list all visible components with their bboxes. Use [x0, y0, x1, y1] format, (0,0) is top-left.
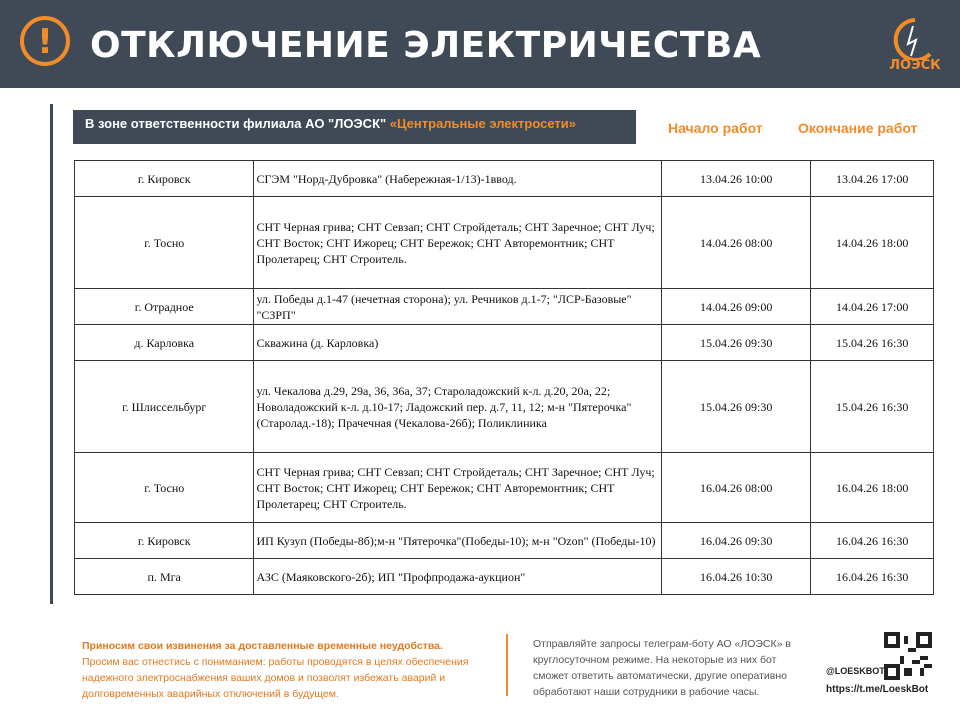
outage-table — [74, 160, 934, 595]
start-cell: 16.04.26 09:30 — [661, 523, 810, 559]
end-cell: 13.04.26 17:00 — [811, 161, 934, 197]
start-cell: 16.04.26 08:00 — [661, 453, 810, 523]
column-end-title: Окончание работ — [798, 120, 918, 136]
lightning-icon — [886, 16, 944, 60]
warning-icon — [20, 16, 70, 66]
start-cell: 14.04.26 09:00 — [661, 289, 810, 325]
objects-cell: АЗС (Маяковского-2б); ИП "Профпродажа-аукцион" — [254, 559, 662, 595]
start-cell: 15.04.26 09:30 — [661, 325, 810, 361]
request-text: Просим вас отнестись с пониманием: работы проводятся в целях обеспечения надежного электроснабжения ваших домов и позволят избежать аварий и долговременных аварийных отключений в будущем. — [82, 656, 469, 700]
table-row — [75, 361, 934, 453]
end-cell: 14.04.26 17:00 — [811, 289, 934, 325]
page-header — [0, 0, 960, 88]
location-cell: г. Кировск — [75, 523, 254, 559]
telegram-handle: @LOESKBOT — [826, 666, 885, 676]
end-cell: 15.04.26 16:30 — [811, 325, 934, 361]
location-cell: г. Кировск — [75, 161, 254, 197]
zone-label: В зоне ответственности филиала АО "ЛОЭСК" — [85, 116, 387, 131]
location-cell: д. Карловка — [75, 325, 254, 361]
column-start-title: Начало работ — [668, 120, 763, 136]
table-row — [75, 559, 934, 595]
accent-line — [50, 104, 53, 604]
objects-cell: СНТ Черная грива; СНТ Севзап; СНТ Стройдеталь; СНТ Заречное; СНТ Луч; СНТ Восток; СНТ Ижорец; СНТ Бережок; СНТ Авторемонтник; СНТ Пролетарец; СНТ Строитель. — [254, 453, 662, 523]
start-cell: 16.04.26 10:30 — [661, 559, 810, 595]
start-cell: 15.04.26 09:30 — [661, 361, 810, 453]
end-cell: 16.04.26 16:30 — [811, 523, 934, 559]
logo-text: ЛОЭСК — [889, 58, 941, 73]
objects-cell: ИП Кузуп (Победы-8б);м-н "Пятерочка"(Победы-10); м-н "Ozon" (Победы-10) — [254, 523, 662, 559]
table-row — [75, 289, 934, 325]
apology-block — [82, 638, 492, 702]
end-cell: 16.04.26 16:30 — [811, 559, 934, 595]
table-row — [75, 197, 934, 289]
telegram-link[interactable]: https://t.me/LoeskBot — [826, 684, 929, 695]
table-row — [75, 453, 934, 523]
page-title: ОТКЛЮЧЕНИЕ ЭЛЕКТРИЧЕСТВА — [90, 25, 762, 66]
company-logo — [886, 16, 944, 76]
warning-symbol: ! — [37, 22, 53, 62]
apology-text: Приносим свои извинения за доставленные временные неудобства. — [82, 640, 443, 652]
location-cell: п. Мга — [75, 559, 254, 595]
bot-info-text: Отправляйте запросы телеграм-боту АО «ЛОЭСК» в круглосуточном режиме. На некоторые из них бот сможет ответить автоматически, другие оперативно обработают наши сотрудники в рабочие часы. — [533, 638, 791, 698]
objects-cell: ул. Победы д.1-47 (нечетная сторона); ул. Речников д.1-7; "ЛСР-Базовые" "СЗРП" — [254, 289, 662, 325]
start-cell: 13.04.26 10:00 — [661, 161, 810, 197]
location-cell: г. Тосно — [75, 197, 254, 289]
table-row — [75, 523, 934, 559]
zone-branch: «Центральные электросети» — [389, 116, 576, 131]
location-cell: г. Отрадное — [75, 289, 254, 325]
objects-cell: СНТ Черная грива; СНТ Севзап; СНТ Стройдеталь; СНТ Заречное; СНТ Луч; СНТ Восток; СНТ Ижорец; СНТ Бережок; СНТ Авторемонтник; СНТ Пролетарец; СНТ Строитель. — [254, 197, 662, 289]
qr-code-icon[interactable] — [884, 632, 932, 680]
start-cell: 14.04.26 08:00 — [661, 197, 810, 289]
objects-cell: Скважина (д. Карловка) — [254, 325, 662, 361]
location-cell: г. Шлиссельбург — [75, 361, 254, 453]
footer-divider — [506, 634, 508, 696]
table-row — [75, 161, 934, 197]
objects-cell: СГЭМ "Норд-Дубровка" (Набережная-1/13)-1ввод. — [254, 161, 662, 197]
end-cell: 14.04.26 18:00 — [811, 197, 934, 289]
zone-banner — [73, 110, 636, 144]
objects-cell: ул. Чекалова д.29, 29а, 36, 36а, 37; Староладожский к-л. д.20, 20а, 22; Новоладожский к-л. д.10-17; Ладожский пер. д.7, 11, 12; м-н "Пятерочка"(Старолад.-18); Прачечная (Чекалова-26б); Поликлиника — [254, 361, 662, 453]
end-cell: 15.04.26 16:30 — [811, 361, 934, 453]
location-cell: г. Тосно — [75, 453, 254, 523]
end-cell: 16.04.26 18:00 — [811, 453, 934, 523]
table-row — [75, 325, 934, 361]
